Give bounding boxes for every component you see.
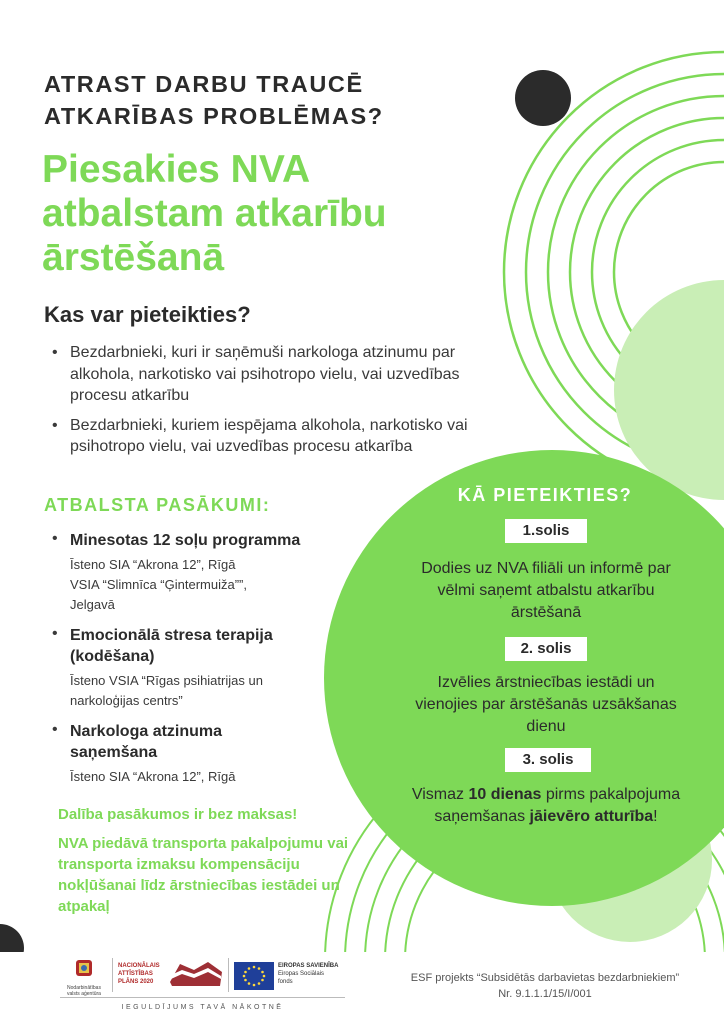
nap-logo-line: ATTĪSTĪBAS — [118, 971, 153, 977]
eu-logo-line: EIROPAS SAVIENĪBA — [278, 963, 339, 969]
measure-detail-line: Īsteno VSIA “Rīgas psihiatrijas un — [70, 673, 263, 688]
measure-detail-line: Jelgavā — [70, 597, 115, 612]
list-item — [44, 530, 354, 615]
dark-dot — [515, 70, 571, 126]
measure-title — [70, 721, 354, 763]
step-2-label: 2. solis — [505, 637, 587, 661]
step-2-text: Izvēlies ārstniecības iestādi un vienojies par ārstēšanās uzsākšanas dienu — [415, 674, 677, 735]
intro-question-line2: ATKARĪBAS PROBLĒMAS? — [44, 103, 384, 129]
measure-detail-line: Īsteno SIA “Akrona 12”, Rīgā — [70, 769, 236, 784]
measure-detail-line: narkoloģijas centrs” — [70, 693, 183, 708]
list-item — [44, 625, 354, 711]
measure-detail — [70, 767, 354, 787]
esf-project-name: ESF projekts “Subsidētās darbavietas bezdarbniekiem” — [410, 972, 680, 984]
list-item: • Bezdarbnieki, kuriem iespējama alkohola, narkotisko vai psihotropo vielu, vai uzvedības procesu atkarība — [44, 415, 484, 458]
eu-logo-line: fonds — [278, 979, 293, 985]
measure-title-line: • Emocionālā stresa terapija — [70, 627, 273, 644]
page-title — [42, 148, 482, 280]
how-to-apply-heading: KĀ PIETEIKTIES? — [457, 485, 633, 505]
nap-logo-line: PLĀNS 2020 — [118, 979, 154, 985]
who-can-apply-heading: Kas var pieteikties? — [44, 302, 251, 327]
nap-logo-text — [118, 962, 173, 986]
nva-logo — [60, 958, 108, 997]
step-3-text-part: Vismaz — [411, 786, 469, 803]
coat-of-arms-icon — [60, 958, 108, 980]
measure-title — [70, 625, 354, 667]
nva-logo-text: Nodarbinātības valsts aģentūra — [67, 985, 101, 997]
step-3-text-part: pirms pakalpojuma saņemšanas — [434, 786, 681, 825]
esf-project-number: Nr. 9.1.1.1/15/I/001 — [498, 988, 592, 1000]
measure-detail-line: Īsteno SIA “Akrona 12”, Rīgā — [70, 557, 236, 572]
step-1-label: 1.solis — [505, 519, 587, 543]
step-3-text — [411, 784, 681, 828]
step-3-text-emphasis: 10 dienas — [468, 786, 542, 803]
page-title-line3: ārstēšanā — [42, 236, 225, 279]
divider — [112, 958, 113, 992]
eu-flag-icon — [234, 962, 274, 990]
support-measures-heading: ATBALSTA PASĀKUMI: — [44, 495, 271, 515]
eu-logo-line: Eiropas Sociālais — [278, 971, 325, 977]
transport-note: NVA piedāvā transporta pakalpojumu vai transporta izmaksu kompensāciju nokļūšanai līdz ārstniecības iestādei un atpakaļ — [58, 835, 349, 915]
footer-slogan: IEGULDĪJUMS TAVĀ NĀKOTNĒ — [121, 1004, 284, 1011]
measure-title-line: • Narkologa atzinuma — [70, 723, 223, 740]
measure-title: • Minesotas 12 soļu programma — [70, 532, 301, 549]
measure-title-line: (kodēšana) — [70, 648, 155, 665]
eu-logo-text — [278, 962, 348, 986]
nap-logo-line: NACIONĀLAIS — [118, 963, 160, 969]
page-title-line2: atbalstam atkarību — [42, 192, 387, 235]
divider — [228, 958, 229, 992]
who-can-apply-list — [44, 342, 484, 466]
intro-question — [44, 68, 464, 132]
measure-detail — [70, 671, 354, 711]
footer-divider — [60, 997, 345, 998]
support-measures-list — [44, 530, 354, 797]
measure-detail — [70, 555, 354, 615]
list-item: • Bezdarbnieki, kuri ir saņēmuši narkologa atzinumu par alkohola, narkotisko vai psihotropo vielu, vai uzvedības procesu atkarību — [44, 342, 484, 407]
list-item — [44, 721, 354, 787]
latvian-flag-icon — [168, 960, 224, 988]
step-3-text-part: ! — [653, 808, 658, 825]
measure-detail-line: VSIA “Slimnīca “Ģintermuiža””, — [70, 577, 247, 592]
step-1-text: Dodies uz NVA filiāli un informē par vēlmi saņemt atbalstu atkarību ārstēšanā — [421, 560, 671, 621]
measure-title-line: saņemšana — [70, 744, 158, 761]
step-3-text-emphasis: jāievēro atturība — [529, 808, 654, 825]
page-title-line1: Piesakies NVA — [42, 148, 311, 191]
step-3-label: 3. solis — [505, 748, 591, 772]
free-participation-note: Dalība pasākumos ir bez maksas! — [58, 806, 298, 823]
intro-question-line1: ATRAST DARBU TRAUCĒ — [44, 71, 364, 97]
esf-project-info — [390, 970, 700, 1002]
